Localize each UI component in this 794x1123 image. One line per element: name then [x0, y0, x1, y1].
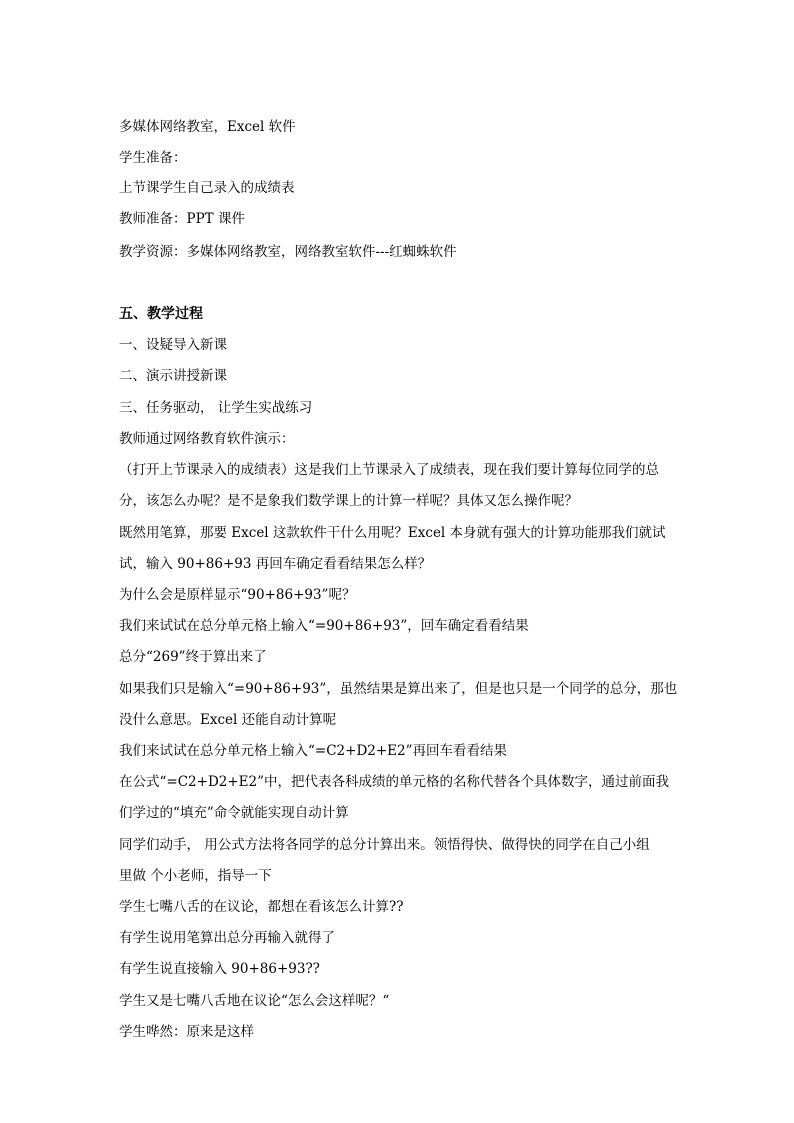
text-line-para-1a: （打开上节课录入的成绩表）这是我们上节课录入了成绩表，现在我们要计算每位同学的总 — [119, 461, 659, 478]
text-line-realization: 学生哗然：原来是这样 — [119, 1023, 254, 1040]
text-line-step-1: 一、设疑导入新课 — [119, 336, 227, 353]
text-line-para-5b: 里做 个小老师，指导一下 — [119, 867, 272, 884]
text-line-teaching-resources: 教学资源：多媒体网络教室，网络教室软件---红蜘蛛软件 — [119, 243, 457, 260]
text-line-step-2: 二、演示讲授新课 — [119, 367, 227, 384]
text-line-student-direct: 有学生说直接输入 90+86+93?? — [119, 960, 320, 977]
text-line-para-3a: 如果我们只是输入“=90+86+93”，虽然结果是算出来了，但是也只是一个同学的总分，那也 — [119, 680, 678, 697]
text-line-step-3: 三、任务驱动， 让学生实战练习 — [119, 399, 313, 416]
text-line-discussion-2: 学生又是七嘴八舌地在议论“怎么会这样呢？“ — [119, 992, 390, 1009]
text-line-teacher-prep: 教师准备：PPT 课件 — [119, 210, 245, 227]
text-line-para-1b: 分，该怎么办呢？是不是象我们数学课上的计算一样呢？具体又怎么操作呢？ — [119, 492, 578, 509]
text-line-try-formula: 我们来试试在总分单元格上输入“=90+86+93”，回车确定看看结果 — [119, 617, 529, 634]
text-line-student-pen: 有学生说用笔算出总分再输入就得了 — [119, 929, 335, 946]
text-line-try-cell-formula: 我们来试试在总分单元格上输入“=C2+D2+E2”再回车看看结果 — [119, 742, 508, 759]
text-line-why-raw: 为什么会是原样显示“90+86+93”呢？ — [119, 586, 356, 603]
text-line-para-3b: 没什么意思。Excel 还能自动计算呢 — [119, 711, 337, 728]
text-line-student-prep: 学生准备： — [119, 149, 187, 166]
text-line-para-2a: 既然用笔算，那要 Excel 这款软件干什么用呢？Excel 本身就有强大的计算功能那我们就试 — [119, 524, 666, 541]
text-line-demo: 教师通过网络教育软件演示： — [119, 430, 295, 447]
section-heading-teaching-process: 五、教学过程 — [119, 306, 203, 322]
text-line-para-4b: 们学过的“填充”命令就能实现自动计算 — [119, 804, 349, 821]
text-line-para-2b: 试，输入 90+86+93 再回车确定看看结果怎么样？ — [119, 555, 432, 572]
text-line-total-269: 总分“269”终于算出来了 — [119, 648, 267, 665]
text-line-para-4a: 在公式“=C2+D2+E2”中，把代表各科成绩的单元格的名称代替各个具体数字，通过前面我 — [119, 773, 670, 790]
text-line-para-5a: 同学们动手， 用公式方法将各同学的总分计算出来。领悟得快、做得快的同学在自己小组 — [119, 836, 650, 853]
text-line-resources: 多媒体网络教室，Excel 软件 — [119, 118, 296, 135]
text-line-score-table: 上节课学生自己录入的成绩表 — [119, 179, 295, 196]
text-line-discussion: 学生七嘴八舌的在议论，都想在看该怎么计算?? — [119, 898, 404, 915]
